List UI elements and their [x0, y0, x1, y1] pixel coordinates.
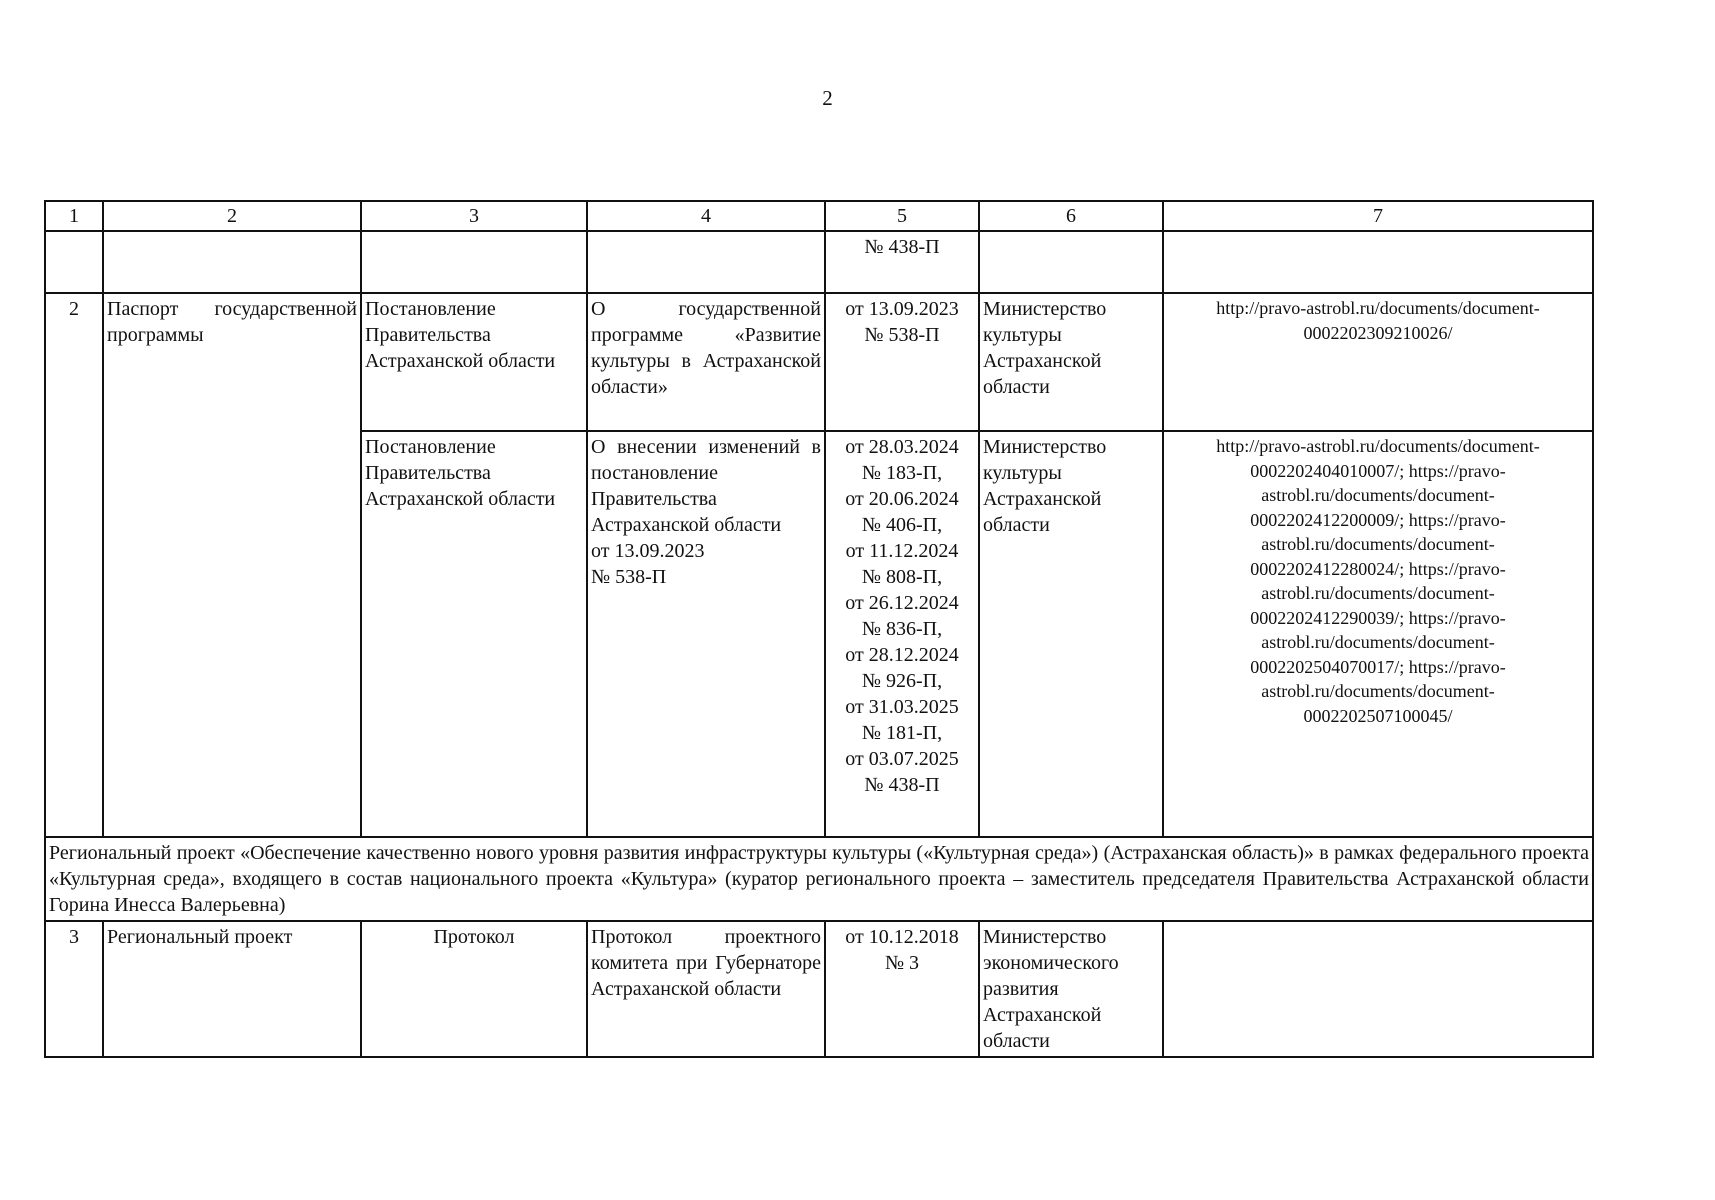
url-cell [1163, 431, 1593, 837]
date-line: № 3 [884, 952, 920, 974]
url-line: astrobl.ru/documents/document- [1261, 681, 1495, 701]
act-title-line: от 13.09.2023 [591, 540, 705, 562]
document-name-cell: Региональный проект [103, 921, 361, 1057]
table-cell [45, 231, 103, 293]
table-row-continuation [45, 231, 1593, 293]
table-cell [361, 231, 587, 293]
act-title-text: О внесении изменений в постановление Правительства Астраханской области [591, 436, 821, 536]
regional-project-banner: Региональный проект «Обеспечение качественно нового уровня развития инфраструктуры культуры («Культурная среда») (Астраханская область)» в рамках федерального проекта «Культурная среда», входящего в состав национального проекта «Культура» (куратор регионального проекта – заместитель председателя Правительства Астраханской области Горина Инесса Валерьевна) [45, 837, 1593, 921]
url-cell [1163, 921, 1593, 1057]
table-header-row [45, 201, 1593, 231]
act-date-cell: № 438-П [825, 231, 979, 293]
date-line: от 28.12.2024 [845, 644, 959, 666]
act-type-cell: Постановление Правительства Астраханской области [361, 293, 587, 431]
date-line: № 438-П [864, 774, 940, 796]
document-name-cell: Паспорт государственной программы [103, 293, 361, 837]
column-header: 6 [979, 201, 1163, 231]
act-title-cell [587, 431, 825, 837]
organization-cell: Министерство экономического развития Астраханской области [979, 921, 1163, 1057]
url-line: astrobl.ru/documents/document- [1261, 583, 1495, 603]
date-line: № 808-П, [861, 566, 943, 588]
act-type-cell: Постановление Правительства Астраханской области [361, 431, 587, 837]
table-cell [979, 231, 1163, 293]
date-line: № 836-П, [861, 618, 943, 640]
date-line: № 183-П, [861, 462, 943, 484]
date-line: № 538-П [864, 324, 940, 346]
url-line: 0002202504070017/; https://pravo- [1250, 656, 1506, 677]
date-line: № 926-П, [861, 670, 943, 692]
row-number: 3 [45, 921, 103, 1057]
date-line: от 10.12.2018 [845, 926, 959, 948]
table-row [45, 293, 1593, 431]
table-cell [1163, 231, 1593, 293]
act-title-cell: Протокол проектного комитета при Губернаторе Астраханской области [587, 921, 825, 1057]
table-cell [103, 231, 361, 293]
documents-table [44, 200, 1594, 1058]
column-header: 1 [45, 201, 103, 231]
table-row [45, 921, 1593, 1057]
date-line: от 03.07.2025 [845, 748, 959, 770]
date-line: от 31.03.2025 [845, 696, 959, 718]
act-title-line: № 538-П [591, 566, 667, 588]
organization-cell: Министерство культуры Астраханской области [979, 431, 1163, 837]
url-line: http://pravo-astrobl.ru/documents/document- [1216, 436, 1540, 456]
date-line: № 406-П, [861, 514, 943, 536]
url-line: 0002202507100045/ [1303, 705, 1453, 726]
organization-cell: Министерство культуры Астраханской области [979, 293, 1163, 431]
act-date-cell [825, 293, 979, 431]
url-line: 0002202412290039/; https://pravo- [1250, 607, 1506, 628]
column-header: 7 [1163, 201, 1593, 231]
url-cell [1163, 293, 1593, 431]
act-type-cell: Протокол [361, 921, 587, 1057]
date-line: от 26.12.2024 [845, 592, 959, 614]
act-date-cell [825, 431, 979, 837]
url-line: 0002202309210026/ [1303, 322, 1453, 343]
column-header: 2 [103, 201, 361, 231]
date-line: от 11.12.2024 [845, 540, 959, 562]
url-line: astrobl.ru/documents/document- [1261, 534, 1495, 554]
url-line: 0002202412200009/; https://pravo- [1250, 509, 1506, 530]
column-header: 5 [825, 201, 979, 231]
url-line: astrobl.ru/documents/document- [1261, 632, 1495, 652]
act-title-cell: О государственной программе «Развитие культуры в Астраханской области» [587, 293, 825, 431]
date-line: от 20.06.2024 [845, 488, 959, 510]
table-cell [587, 231, 825, 293]
url-line: 0002202412280024/; https://pravo- [1250, 558, 1506, 579]
section-banner-row [45, 837, 1593, 921]
row-number: 2 [45, 293, 103, 837]
url-line: http://pravo-astrobl.ru/documents/document- [1216, 298, 1540, 318]
page-number: 2 [822, 86, 833, 110]
act-date-cell [825, 921, 979, 1057]
date-line: от 13.09.2023 [845, 298, 959, 320]
column-header: 3 [361, 201, 587, 231]
date-line: от 28.03.2024 [845, 436, 959, 458]
url-line: 0002202404010007/; https://pravo- [1250, 460, 1506, 481]
url-line: astrobl.ru/documents/document- [1261, 485, 1495, 505]
column-header: 4 [587, 201, 825, 231]
date-line: № 181-П, [861, 722, 943, 744]
